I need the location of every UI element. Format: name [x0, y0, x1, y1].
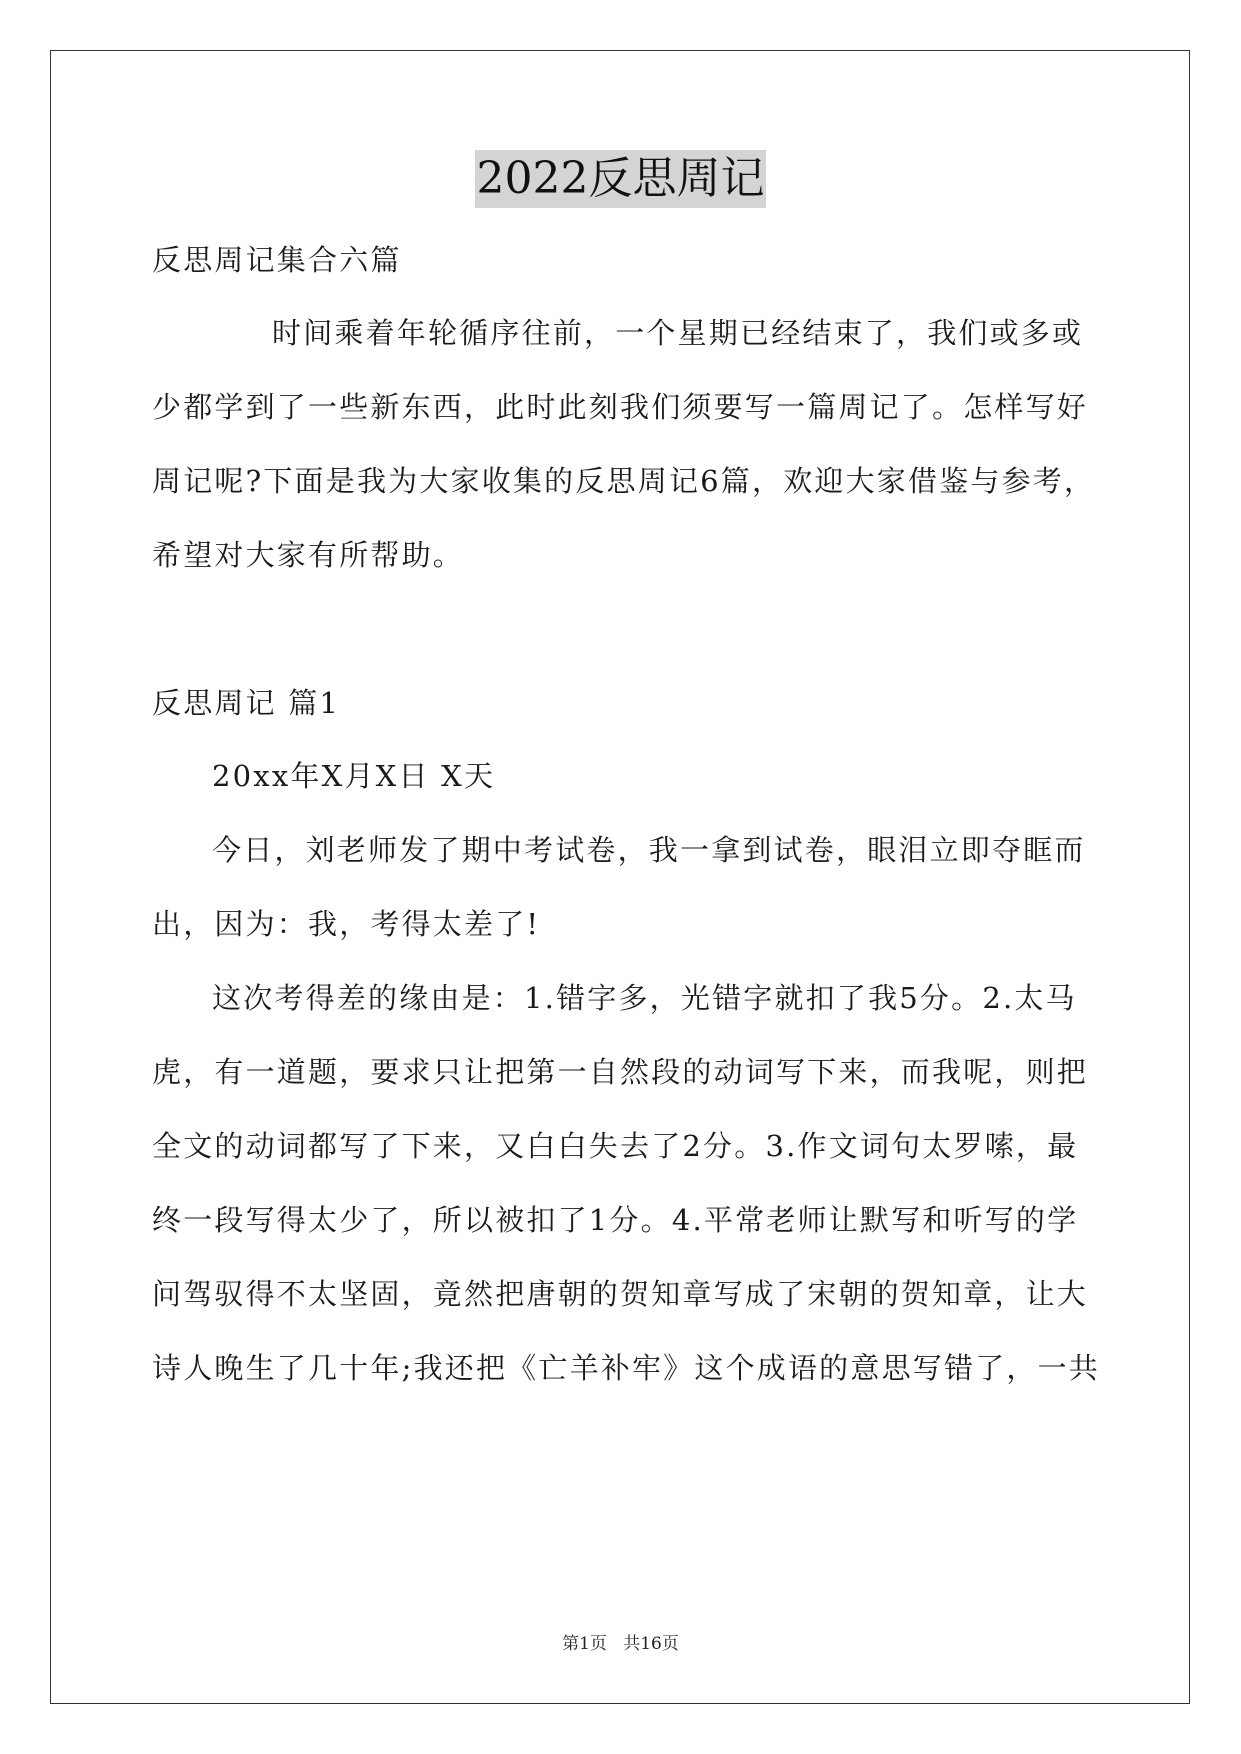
intro-line-4: 希望对大家有所帮助。 — [152, 538, 465, 572]
intro-line-1: 时间乘着年轮循序往前，一个星期已经结束了，我们或多或 — [272, 316, 1084, 350]
section-heading: 反思周记 篇1 — [152, 686, 341, 720]
para2-line-5: 问驾驭得不太坚固，竟然把唐朝的贺知章写成了宋朝的贺知章，让大 — [152, 1277, 1089, 1311]
intro-line-3: 周记呢?下面是我为大家收集的反思周记6篇，欢迎大家借鉴与参考， — [152, 464, 1096, 498]
page-total: 共16页 — [623, 1634, 679, 1654]
date-line: 20xx年X月X日 X天 — [212, 759, 496, 793]
subtitle: 反思周记集合六篇 — [152, 243, 402, 277]
page-footer — [0, 1632, 1241, 1656]
para2-line-6: 诗人晚生了几十年;我还把《亡羊补牢》这个成语的意思写错了，一共 — [152, 1351, 1100, 1385]
document-title: 2022反思周记 — [475, 150, 767, 208]
para2-line-2: 虎，有一道题，要求只让把第一自然段的动词写下来，而我呢，则把 — [152, 1055, 1089, 1089]
para2-line-1: 这次考得差的缘由是：1.错字多，光错字就扣了我5分。2.太马 — [212, 981, 1077, 1015]
para2-line-3: 全文的动词都写了下来，又白白失去了2分。3.作文词句太罗嗦，最 — [152, 1129, 1079, 1163]
page-border — [50, 50, 1190, 1704]
para2-line-4: 终一段写得太少了，所以被扣了1分。4.平常老师让默写和听写的学 — [152, 1203, 1079, 1237]
para1-line-2: 出，因为：我，考得太差了! — [152, 907, 541, 941]
page-number: 第1页 — [562, 1634, 607, 1654]
para1-line-1: 今日，刘老师发了期中考试卷，我一拿到试卷，眼泪立即夺眶而 — [212, 833, 1086, 867]
title-container — [0, 150, 1241, 208]
intro-line-2: 少都学到了一些新东西，此时此刻我们须要写一篇周记了。怎样写好 — [152, 390, 1089, 424]
